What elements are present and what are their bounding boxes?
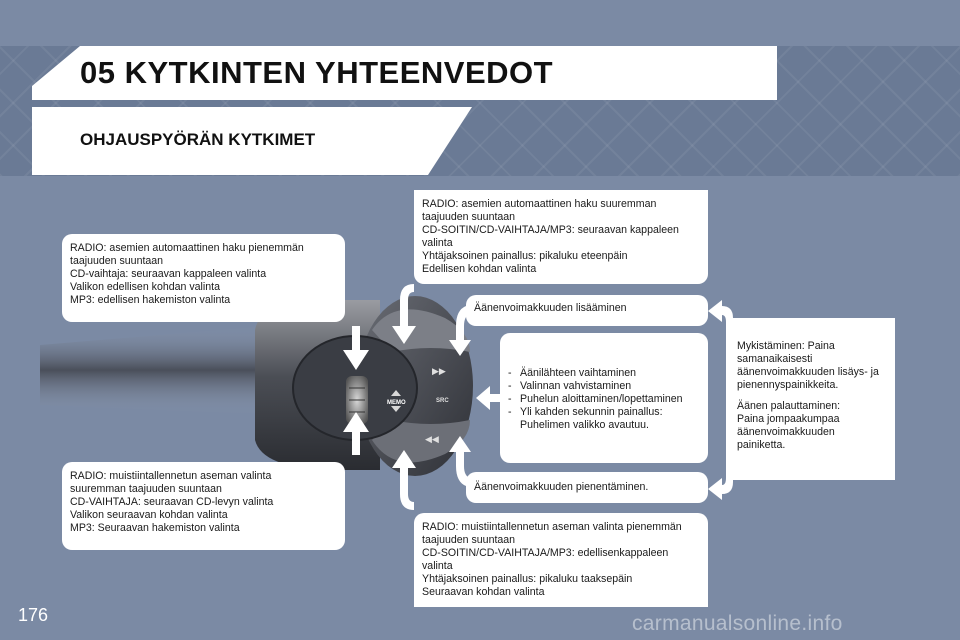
page-number: 176 xyxy=(18,605,49,625)
section-title: OHJAUSPYÖRÄN KYTKIMET xyxy=(80,130,316,149)
callout-volume-up: Äänenvoimakkuuden lisääminen xyxy=(466,295,708,326)
callout-source xyxy=(500,333,708,463)
callout-mute: Mykistäminen: Paina samanaikaisesti äänenvoimakkuuden lisäys- ja pienennyspainikkeita. Äänen palauttaminen: Paina jompaakumpaa äänenvoimakkuuden painiketta. xyxy=(730,318,895,480)
list-item: - Äänilähteen vaihtaminen xyxy=(508,367,700,380)
source-functions-list xyxy=(508,367,700,432)
memo-label: MEMO xyxy=(387,400,406,406)
stalk-shaft xyxy=(40,325,280,415)
callout-preset-down: RADIO: muistiintallennetun aseman valinta pienemmän taajuuden suuntaan CD-SOITIN/CD-VAIHTAJA/MP3: edellisenkappaleen valinta Yhtäjaksoinen painallus: pikaluku taaksepäin Seuraavan kohdan valinta xyxy=(414,513,708,607)
page-title: 05 KYTKINTEN YHTEENVEDOT xyxy=(80,55,554,90)
watermark: carmanualsonline.info xyxy=(632,612,843,635)
callout-seek-up: RADIO: asemien automaattinen haku suuremman taajuuden suuntaan CD-SOITIN/CD-VAIHTAJA/MP3: seuraavan kappaleen valinta Yhtäjaksoinen painallus: pikaluku eteenpäin Edellisen kohdan valinta xyxy=(414,190,708,284)
callout-volume-down: Äänenvoimakkuuden pienentäminen. xyxy=(466,472,708,503)
callout-preset-up: RADIO: muistiintallennetun aseman valinta suuremman taajuuden suuntaan CD-VAIHTAJA: seuraavan CD-levyn valinta Valikon seuraavan kohdan valinta MP3: Seuraavan hakemiston valinta xyxy=(62,462,345,550)
next-icon: ▶▶ xyxy=(432,366,446,376)
arrow-src-icon xyxy=(476,386,500,410)
list-item: - Valinnan vahvistaminen xyxy=(508,380,700,393)
callout-seek-down: RADIO: asemien automaattinen haku pienemmän taajuuden suuntaan CD-vaihtaja: seuraavan kappaleen valinta Valikon edellisen kohdan valinta MP3: edellisen hakemiston valinta xyxy=(62,234,345,322)
previous-icon: ◀◀ xyxy=(425,434,439,444)
list-item: - Yli kahden sekunnin painallus: Puhelimen valikko avautuu. xyxy=(508,406,700,432)
list-item: - Puhelun aloittaminen/lopettaminen xyxy=(508,393,700,406)
src-label: SRC xyxy=(436,398,449,404)
